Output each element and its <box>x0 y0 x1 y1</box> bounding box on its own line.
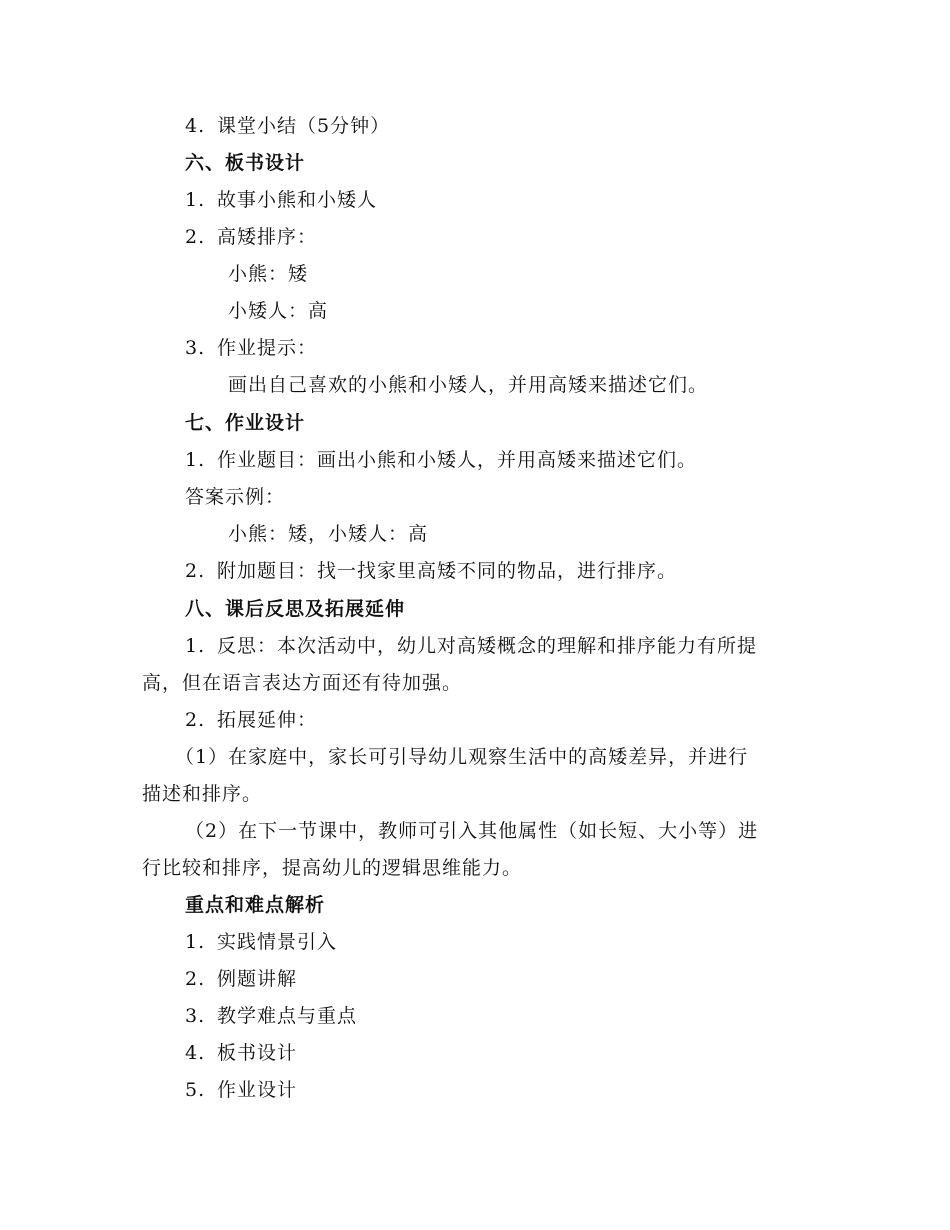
list-item <box>185 1003 357 1029</box>
list-item <box>185 966 297 992</box>
list-text: 实践情景引入 <box>217 931 338 953</box>
paragraph: 小熊：矮，小矮人：高 <box>228 523 429 545</box>
list-text: 作业设计 <box>217 1079 298 1101</box>
section-heading: 六、板书设计 <box>185 152 306 174</box>
list-number: 4. <box>185 1042 206 1064</box>
list-item <box>185 1040 297 1066</box>
list-text: 例题讲解 <box>217 968 298 990</box>
list-text: 教学难点与重点 <box>217 1005 358 1027</box>
paragraph: 答案示例： <box>185 486 286 508</box>
paragraph: 小熊：矮 <box>228 263 309 285</box>
paragraph: 小矮人：高 <box>228 300 329 322</box>
list-number: 1. <box>185 931 206 953</box>
list-item <box>185 929 337 955</box>
list-item <box>185 633 757 659</box>
list-number: 1. <box>185 449 206 471</box>
list-number: 2. <box>185 968 206 990</box>
list-text: 高矮排序： <box>217 226 318 248</box>
paragraph: 高，但在语言表达方面还有待加强。 <box>142 672 463 694</box>
list-number: 2. <box>185 709 206 731</box>
list-number: 4. <box>185 115 206 137</box>
list-item <box>185 558 677 584</box>
list-text: 板书设计 <box>217 1042 298 1064</box>
section-heading: 八、课后反思及拓展延伸 <box>185 598 406 620</box>
paragraph: （1）在家庭中，家长可引导幼儿观察生活中的高矮差异，并进行 <box>175 746 749 768</box>
list-number: 2. <box>185 226 206 248</box>
list-item <box>185 224 317 250</box>
list-number: 1. <box>185 189 206 211</box>
list-text: 附加题目：找一找家里高矮不同的物品，进行排序。 <box>217 560 678 582</box>
list-number: 2. <box>185 560 206 582</box>
paragraph: 行比较和排序，提高幼儿的逻辑思维能力。 <box>142 857 523 879</box>
section-heading: 重点和难点解析 <box>185 894 326 916</box>
list-item <box>185 335 317 361</box>
list-text: 故事小熊和小矮人 <box>217 189 378 211</box>
list-item <box>185 447 697 473</box>
list-item <box>185 707 317 733</box>
paragraph: 描述和排序。 <box>142 783 263 805</box>
section-heading: 七、作业设计 <box>185 412 306 434</box>
list-item <box>185 113 390 139</box>
paragraph: （2）在下一节课中，教师可引入其他属性（如长短、大小等）进 <box>185 820 759 842</box>
list-text: 拓展延伸： <box>217 709 318 731</box>
list-text: 反思：本次活动中，幼儿对高矮概念的理解和排序能力有所提 <box>217 635 758 657</box>
list-number: 5. <box>185 1079 206 1101</box>
list-text: 作业提示： <box>217 337 318 359</box>
list-item <box>185 1077 297 1103</box>
list-number: 3. <box>185 1005 206 1027</box>
list-item <box>185 187 377 213</box>
list-text: 课堂小结（5分钟） <box>217 115 391 137</box>
list-number: 1. <box>185 635 206 657</box>
paragraph: 画出自己喜欢的小熊和小矮人，并用高矮来描述它们。 <box>228 374 709 396</box>
list-text: 作业题目：画出小熊和小矮人，并用高矮来描述它们。 <box>217 449 698 471</box>
list-number: 3. <box>185 337 206 359</box>
